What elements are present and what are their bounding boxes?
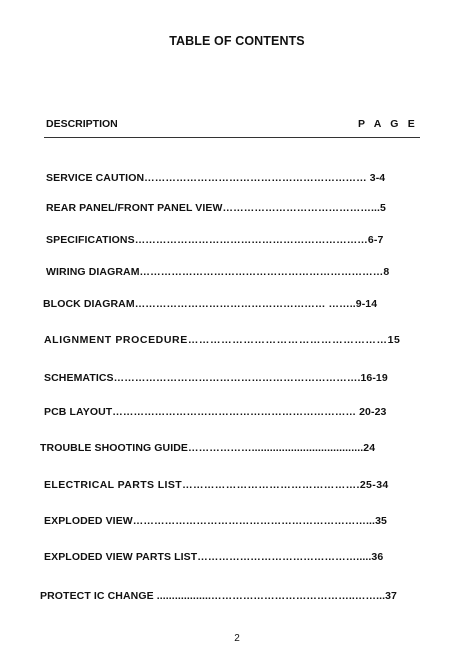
toc-entry-rear-front-panel-view: REAR PANEL/FRONT PANEL VIEW……………………………………...5 <box>46 202 386 214</box>
toc-entry-electrical-parts-list: ELECTRICAL PARTS LIST………………………………………….25-34 <box>44 479 389 491</box>
toc-entry-block-diagram: BLOCK DIAGRAM……………………………………………… ……..9-14 <box>43 298 378 310</box>
toc-entry-trouble-shooting-guide: TROUBLE SHOOTING GUIDE……………….....................................24 <box>40 442 376 454</box>
page-number: 2 <box>234 633 240 644</box>
description-column-label: DESCRIPTION <box>46 118 118 130</box>
toc-entry-exploded-view-parts-list: EXPLODED VIEW PARTS LIST……………………………………….....36 <box>44 551 384 563</box>
page-title: TABLE OF CONTENTS <box>169 34 305 48</box>
toc-entry-pcb-layout: PCB LAYOUT…………………………………………………………… 20-23 <box>44 406 387 418</box>
page-column-label: P A G E <box>358 118 418 130</box>
toc-entry-exploded-view: EXPLODED VIEW…………………………………………………………...35 <box>44 515 387 527</box>
toc-entry-schematics: SCHEMATICS…………………………………………………………….16-19 <box>44 372 388 384</box>
toc-entry-service-caution: SERVICE CAUTION……………………………………………………… 3-4 <box>46 172 386 184</box>
header-divider <box>44 137 420 138</box>
toc-entry-specifications: SPECIFICATIONS…………………………………………………………6-7 <box>46 234 384 246</box>
toc-entry-protect-ic-change: PROTECT IC CHANGE ..................…………………………………..……...37 <box>40 590 397 602</box>
toc-entry-alignment-procedure: ALIGNMENT PROCEDURE………………………………………………15 <box>44 334 401 346</box>
toc-entry-wiring-diagram: WIRING DIAGRAM……………………………………………………………8 <box>46 266 390 278</box>
